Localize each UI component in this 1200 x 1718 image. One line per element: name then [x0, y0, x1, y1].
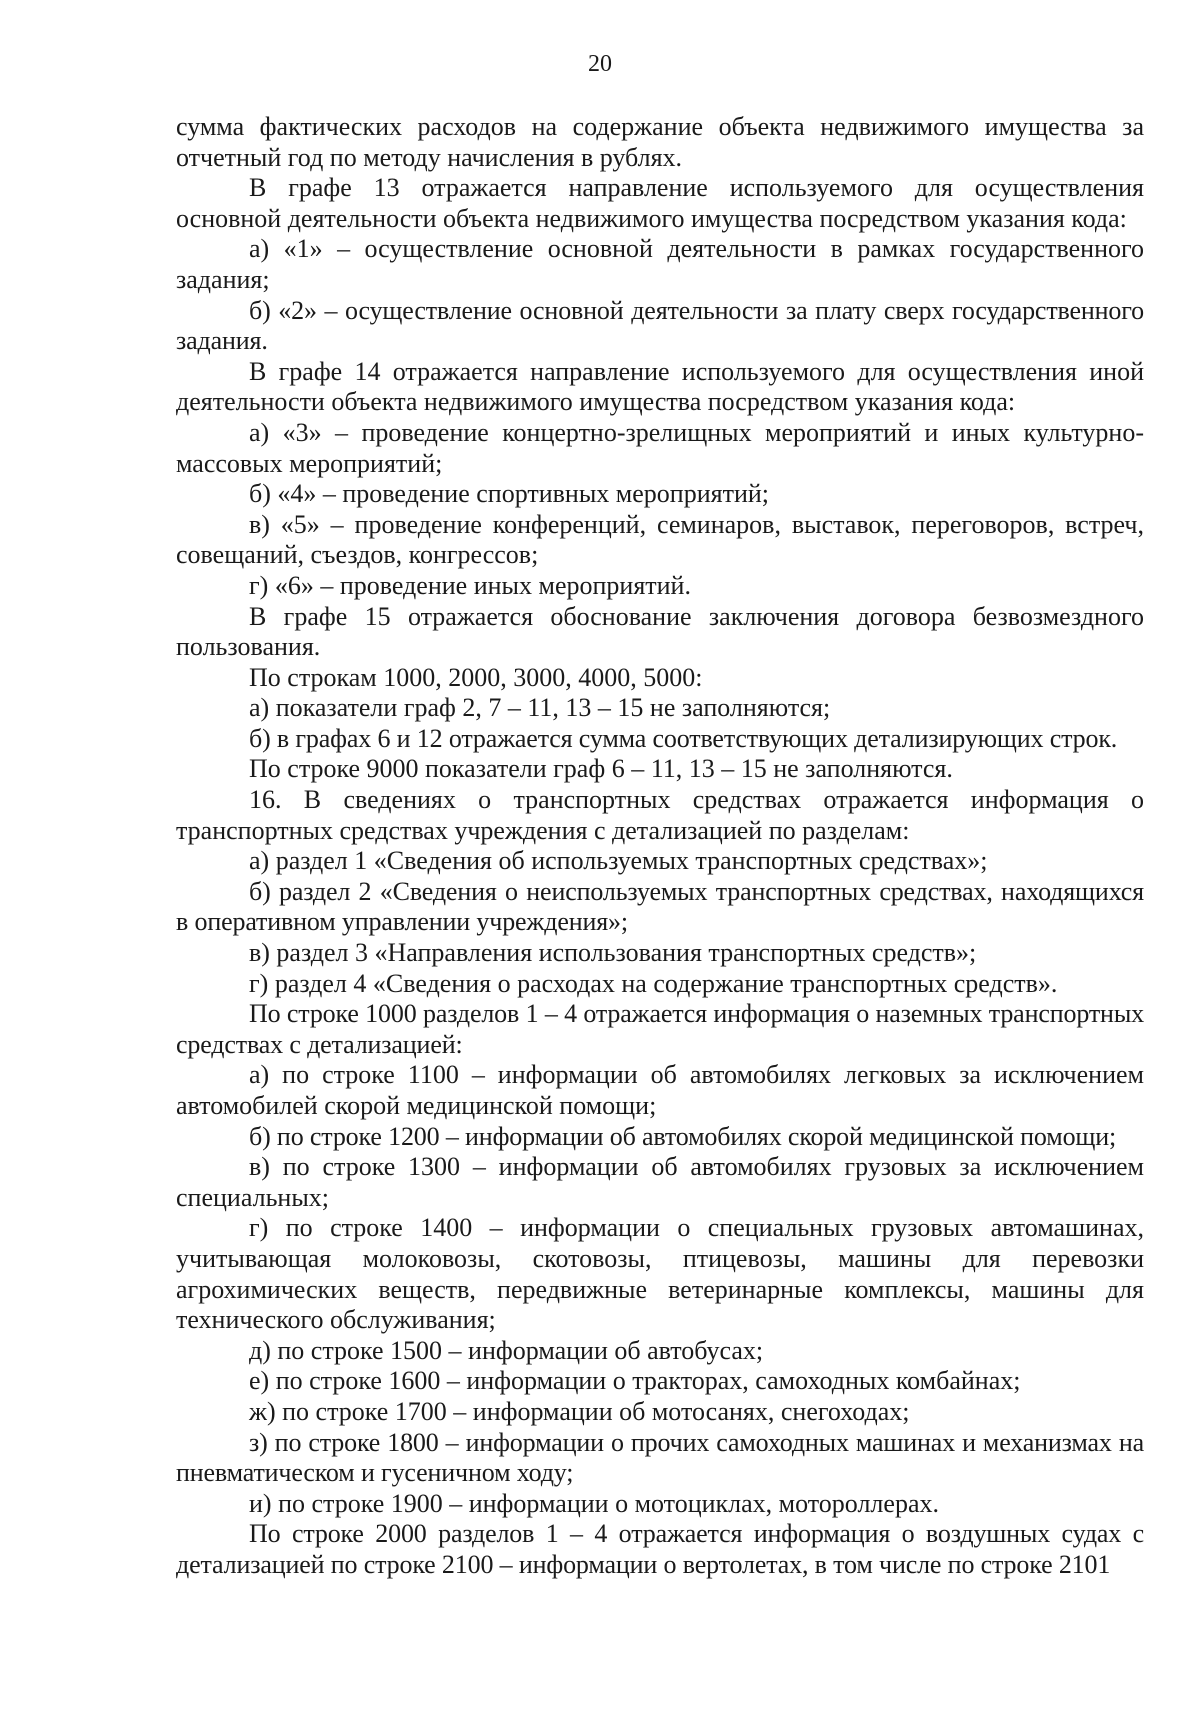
list-item: в) раздел 3 «Направления использования транспортных средств»; — [249, 938, 977, 968]
list-item: б) в графах 6 и 12 отражается сумма соответствующих детализирующих строк. — [249, 723, 1118, 753]
list-item: б) «4» – проведение спортивных мероприятий; — [249, 479, 769, 509]
list-item: а) «1» – осуществление основной деятельности в рамках государственного задания; — [176, 234, 1144, 294]
list-item: в) «5» – проведение конференций, семинаров, выставок, переговоров, встреч, совещаний, съездов, конгрессов; — [176, 509, 1144, 570]
list-item: г) «6» – проведение иных мероприятий. — [249, 570, 691, 600]
list-item: а) по строке 1100 – информации об автомобилях легковых за исключением автомобилей скорой медицинской помощи; — [176, 1060, 1144, 1120]
paragraph: В графе 13 отражается направление используемого для осуществления основной деятельности объекта недвижимого имущества посредством указания кода: — [176, 173, 1144, 233]
list-item: г) по строке 1400 – информации о специальных грузовых автомашинах, учитывающая молоковозы, скотовозы, птицевозы, машины для перевозки агрохимических веществ, передвижные ветеринарные комплексы, машины для технического обслуживания; — [176, 1213, 1144, 1335]
list-item: а) показатели граф 2, 7 – 11, 13 – 15 не заполняются; — [249, 693, 831, 723]
list-item: г) раздел 4 «Сведения о расходах на содержание транспортных средств». — [249, 968, 1058, 998]
paragraph: По строкам 1000, 2000, 3000, 4000, 5000: — [249, 662, 703, 692]
list-item: е) по строке 1600 – информации о тракторах, самоходных комбайнах; — [249, 1366, 1021, 1396]
paragraph: В графе 15 отражается обоснование заключения договора безвозмездного пользования. — [176, 601, 1144, 662]
list-item: и) по строке 1900 – информации о мотоциклах, мотороллерах. — [249, 1488, 939, 1518]
paragraph: По строке 9000 показатели граф 6 – 11, 13 – 15 не заполняются. — [249, 754, 953, 784]
paragraph: По строке 2000 разделов 1 – 4 отражается информация о воздушных судах с детализацией по строке 2100 – информации о вертолетах, в том числе по строке 2101 — [176, 1519, 1144, 1579]
paragraph: В графе 14 отражается направление используемого для осуществления иной деятельности объекта недвижимого имущества посредством указания кода: — [176, 356, 1144, 417]
list-item: б) раздел 2 «Сведения о неиспользуемых транспортных средствах, находящихся в оперативном управлении учреждения»; — [176, 876, 1144, 937]
section-paragraph-16: 16. В сведениях о транспортных средствах отражается информация о транспортных средствах учреждения с детализацией по разделам: — [176, 785, 1144, 845]
paragraph: По строке 1000 разделов 1 – 4 отражается информация о наземных транспортных средствах с детализацией: — [176, 999, 1144, 1059]
list-item: ж) по строке 1700 – информации об мотосанях, снегоходах; — [249, 1396, 910, 1426]
list-item: а) «3» – проведение концертно-зрелищных мероприятий и иных культурно-массовых мероприятий; — [176, 417, 1144, 478]
list-item: з) по строке 1800 – информации о прочих самоходных машинах и механизмах на пневматическом и гусеничном ходу; — [176, 1427, 1144, 1488]
page-number: 20 — [588, 51, 612, 77]
list-item: а) раздел 1 «Сведения об используемых транспортных средствах»; — [249, 846, 988, 876]
paragraph: сумма фактических расходов на содержание объекта недвижимого имущества за отчетный год по методу начисления в рублях. — [176, 112, 1144, 172]
document-body — [176, 112, 1144, 1581]
list-item: д) по строке 1500 – информации об автобусах; — [249, 1335, 764, 1365]
list-item: б) по строке 1200 – информации об автомобилях скорой медицинской помощи; — [249, 1121, 1117, 1151]
list-item: в) по строке 1300 – информации об автомобилях грузовых за исключением специальных; — [176, 1152, 1144, 1212]
list-item: б) «2» – осуществление основной деятельности за плату сверх государственного задания. — [176, 295, 1144, 356]
